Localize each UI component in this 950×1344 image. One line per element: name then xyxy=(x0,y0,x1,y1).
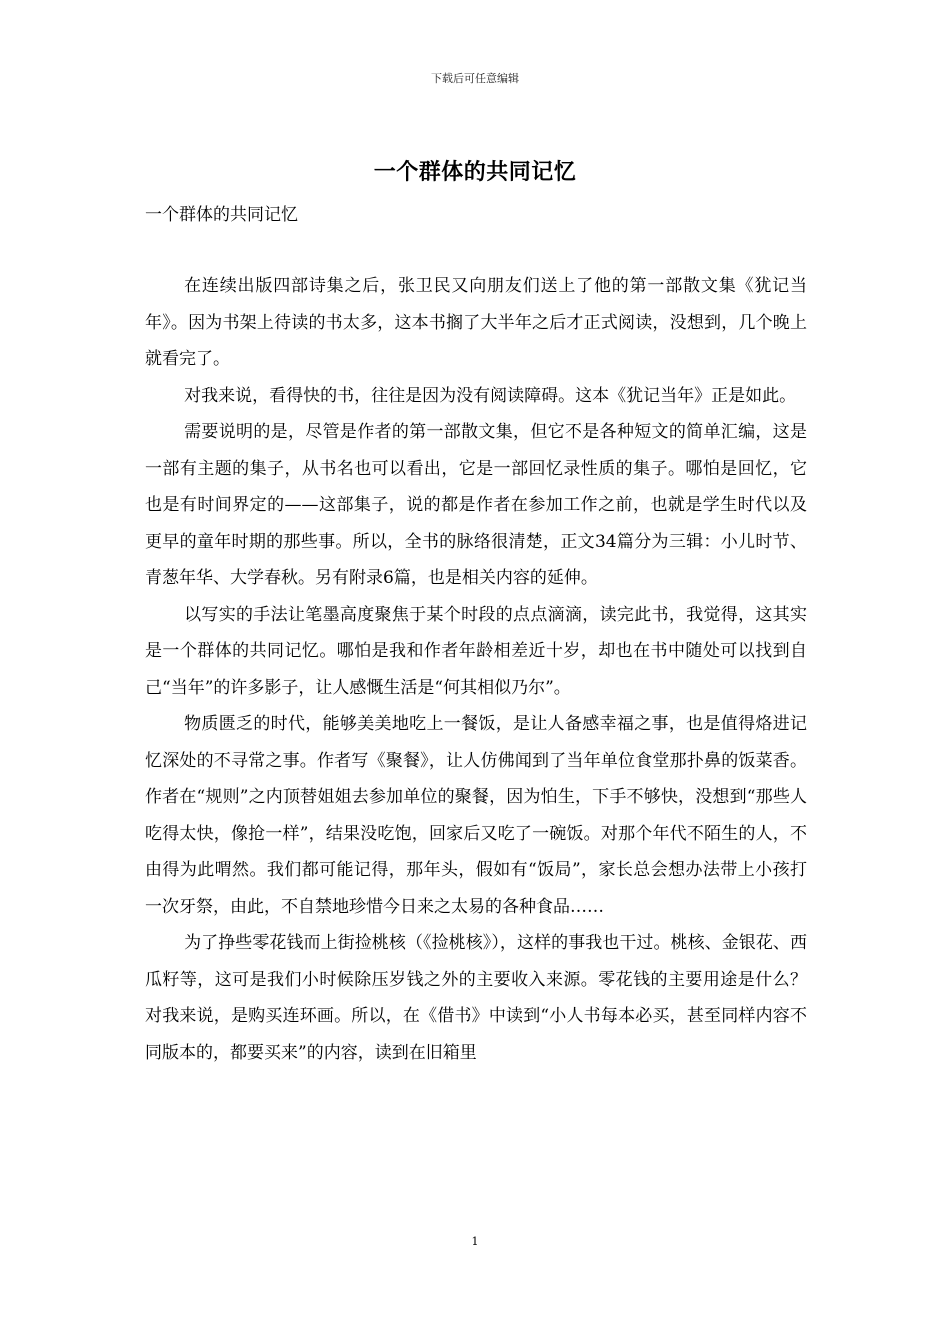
paragraph: 以写实的手法让笔墨高度聚焦于某个时段的点点滴滴，读完此书，我觉得，这其实是一个群体的共同记忆。哪怕是我和作者年龄相差近十岁，却也在书中随处可以找到自己“当年”的许多影子，让人感慨生活是“何其相似乃尔”。 xyxy=(145,604,807,698)
document-subtitle: 一个群体的共同记忆 xyxy=(145,205,298,225)
paragraph: 需要说明的是，尽管是作者的第一部散文集，但它不是各种短文的简单汇编，这是一部有主题的集子，从书名也可以看出，它是一部回忆录性质的集子。哪怕是回忆，它也是有时间界定的——这部集子，说的都是作者在参加工作之前，也就是学生时代以及更早的童年时期的那些事。所以，全书的脉络很清楚，正文34篇分为三辑：小儿时节、青葱年华、大学春秋。另有附录6篇，也是相关内容的延伸。 xyxy=(145,422,807,588)
document-title: 一个群体的共同记忆 xyxy=(373,159,577,185)
paragraph: 物质匮乏的时代，能够美美地吃上一餐饭，是让人备感幸福之事，也是值得烙进记忆深处的不寻常之事。作者写《聚餐》，让人仿佛闻到了当年单位食堂那扑鼻的饭菜香。作者在“规则”之内顶替姐姐去参加单位的聚餐，因为怕生，下手不够快，没想到“那些人吃得太快，像抢一样”，结果没吃饱，回家后又吃了一碗饭。对那个年代不陌生的人，不由得为此喟然。我们都可能记得，那年头，假如有“饭局”，家长总会想办法带上小孩打一次牙祭，由此，不自禁地珍惜今日来之太易的各种食品…… xyxy=(145,714,807,917)
paragraph: 对我来说，看得快的书，往往是因为没有阅读障碍。这本《犹记当年》正是如此。 xyxy=(184,385,797,406)
page-number: 1 xyxy=(471,1235,479,1248)
document-body xyxy=(145,268,807,1071)
paragraph: 为了挣些零花钱而上街捡桃核（《捡桃核》），这样的事我也干过。桃核、金银花、西瓜籽等，这可是我们小时候除压岁钱之外的主要收入来源。零花钱的主要用途是什么？对我来说，是购买连环画。所以，在《借书》中读到“小人书每本必买，甚至同样内容不同版本的，都要买来”的内容，读到在旧箱里 xyxy=(145,933,807,1063)
page-header: 下载后可任意编辑 xyxy=(431,72,519,85)
paragraph: 在连续出版四部诗集之后，张卫民又向朋友们送上了他的第一部散文集《犹记当年》。因为书架上待读的书太多，这本书搁了大半年之后才正式阅读，没想到，几个晚上就看完了。 xyxy=(145,276,807,369)
